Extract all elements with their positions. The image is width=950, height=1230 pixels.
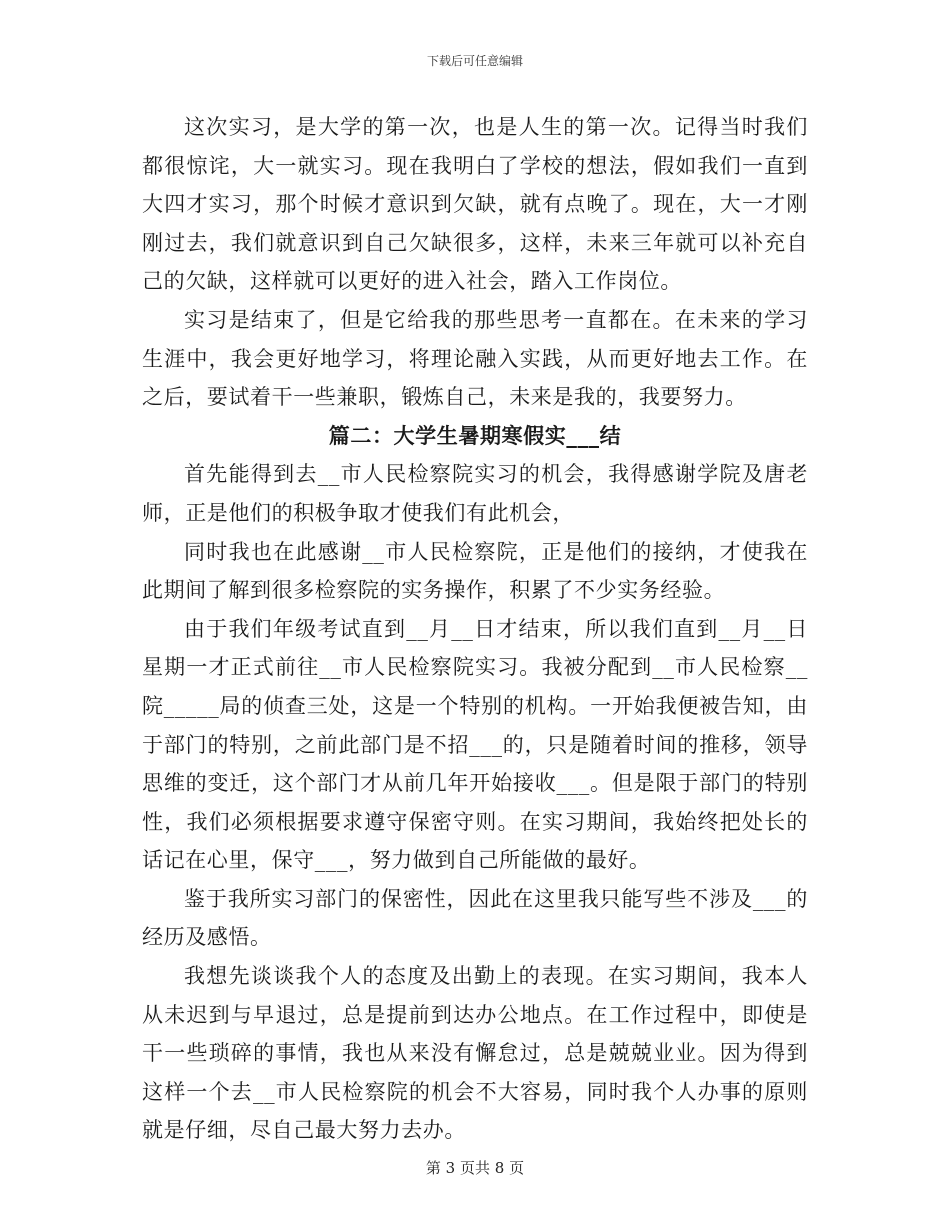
paragraph: 我想先谈谈我个人的态度及出勤上的表现。在实习期间，我本人从未迟到与早退过，总是提前到达办公地点。在工作过程中，即使是干一些琐碎的事情，我也从来没有懈怠过，总是兢兢业业。因为得到这样一个去__市人民检察院的机会不大容易，同时我个人办事的原则就是仔细，尽自己最大努力去办。 <box>142 964 808 1143</box>
paragraph: 同时我也在此感谢__市人民检察院，正是他们的接纳，才使我在此期间了解到很多检察院的实务操作，积累了不少实务经验。 <box>142 539 808 603</box>
section-heading: 篇二：大学生暑期寒假实___结 <box>328 423 622 448</box>
paragraph: 鉴于我所实习部门的保密性，因此在这里我只能写些不涉及___的经历及感悟。 <box>142 886 808 950</box>
page-header: 下载后可任意编辑 <box>426 54 523 68</box>
paragraph: 这次实习，是大学的第一次，也是人生的第一次。记得当时我们都很惊诧，大一就实习。现在我明白了学校的想法，假如我们一直到大四才实习，那个时候才意识到欠缺，就有点晚了。现在，大一才刚刚过去，我们就意识到自己欠缺很多，这样，未来三年就可以补充自己的欠缺，这样就可以更好的进入社会，踏入工作岗位。 <box>142 115 808 294</box>
paragraph: 首先能得到去__市人民检察院实习的机会，我得感谢学院及唐老师，正是他们的积极争取才使我们有此机会， <box>142 462 808 525</box>
paragraph: 由于我们年级考试直到__月__日才结束，所以我们直到__月__日星期一才正式前往__市人民检察院实习。我被分配到__市人民检察__院_____局的侦查三处，这是一个特别的机构。一开始我便被告知，由于部门的特别，之前此部门是不招___的，只是随着时间的推移，领导思维的变迁，这个部门才从前几年开始接收___。但是限于部门的特别性，我们必须根据要求遵守保密守则。在实习期间，我始终把处长的话记在心里，保守___，努力做到自己所能做的最好。 <box>142 616 808 873</box>
paragraph: 实习是结束了，但是它给我的那些思考一直都在。在未来的学习生涯中，我会更好地学习，将理论融入实践，从而更好地去工作。在之后，要试着干一些兼职，锻炼自己，未来是我的，我要努力。 <box>142 307 808 410</box>
document-body <box>142 108 808 1150</box>
page-number: 第 3 页共 8 页 <box>425 1159 525 1177</box>
